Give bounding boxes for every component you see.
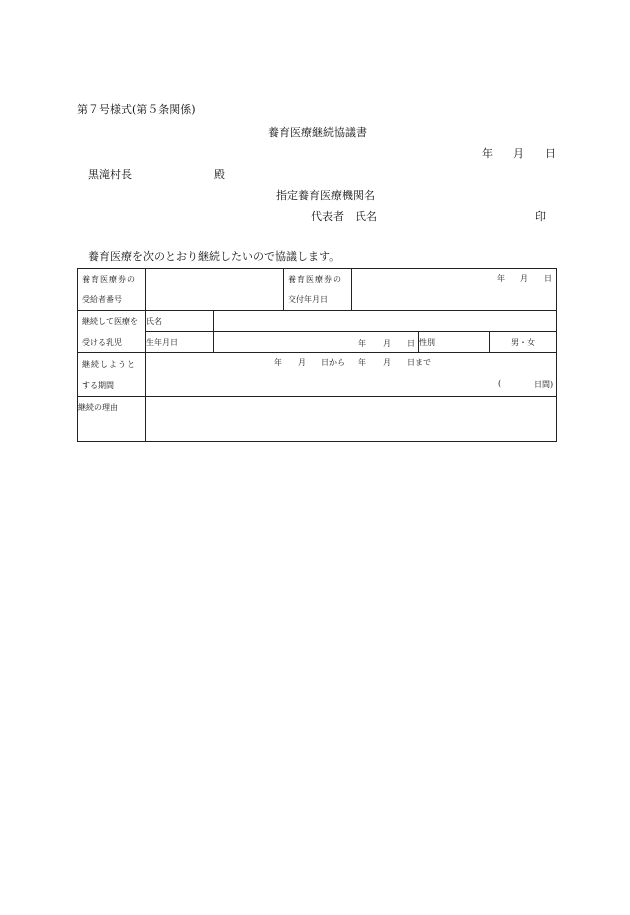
period-to-year: 年	[358, 358, 366, 368]
recipient-number-label	[78, 269, 146, 311]
infant-name-field[interactable]	[214, 311, 557, 332]
reason-field[interactable]	[146, 396, 557, 441]
period-from-year: 年	[274, 358, 282, 368]
birth-date-label: 生年月日	[146, 332, 214, 353]
issue-date-label	[284, 269, 352, 311]
date-month: 月	[513, 147, 524, 160]
form-table	[77, 268, 557, 442]
infant-label	[78, 311, 146, 353]
issue-date-field[interactable]	[352, 269, 557, 311]
period-to-day: 日まで	[407, 358, 431, 368]
institution-label: 指定養育医療機関名	[276, 189, 375, 202]
issue-date-year: 年	[497, 274, 505, 283]
table-row-infant-name	[78, 311, 557, 332]
infant-label-line2: 受ける乳児	[82, 337, 122, 347]
honorific: 殿	[214, 168, 225, 181]
birth-year: 年	[358, 339, 366, 349]
representative-label: 代表者 氏名	[311, 210, 377, 223]
table-row-reason	[78, 396, 557, 441]
table-row-period	[78, 353, 557, 396]
issue-date-month: 月	[520, 274, 528, 283]
recipient-number-label-line2: 受給者番号	[82, 295, 122, 305]
date-day: 日	[545, 147, 556, 160]
issue-date-label-line1: 養育医療券の	[288, 274, 342, 284]
period-from-month: 月	[298, 358, 306, 368]
recipient-number-field[interactable]	[146, 269, 284, 311]
period-to-month: 月	[383, 358, 391, 368]
birth-date-field[interactable]	[214, 332, 419, 353]
seal-mark: 印	[535, 210, 546, 223]
period-days-open: (	[498, 379, 502, 389]
date-year: 年	[482, 147, 493, 160]
birth-day: 日	[407, 339, 415, 349]
table-row-infant-birth	[78, 332, 557, 353]
addressee: 黒滝村長	[88, 168, 132, 181]
period-days-close: 日間)	[534, 380, 554, 390]
document-title: 養育医療継続協議書	[268, 126, 367, 139]
recipient-number-label-line1: 養育医療券の	[82, 274, 136, 284]
infant-name-label: 氏名	[146, 311, 214, 332]
issue-date-label-line2: 交付年月日	[288, 295, 328, 305]
period-label	[78, 353, 146, 396]
birth-month: 月	[383, 339, 391, 349]
intro-text: 養育医療を次のとおり継続したいので協議します。	[88, 250, 341, 263]
sex-label: 性別	[419, 332, 490, 353]
sex-value[interactable]: 男・女	[490, 332, 557, 353]
infant-label-line1: 継続して医療を	[82, 317, 138, 327]
period-label-line1: 継続しようと	[82, 359, 136, 369]
period-field[interactable]	[146, 353, 557, 396]
period-from-day: 日から	[321, 358, 345, 368]
reason-label: 継続の理由	[78, 396, 146, 441]
table-row-certificate	[78, 269, 557, 311]
form-number: 第７号様式(第５条関係)	[77, 103, 196, 116]
issue-date-day: 日	[544, 274, 552, 283]
period-label-line2: する期間	[82, 380, 114, 390]
